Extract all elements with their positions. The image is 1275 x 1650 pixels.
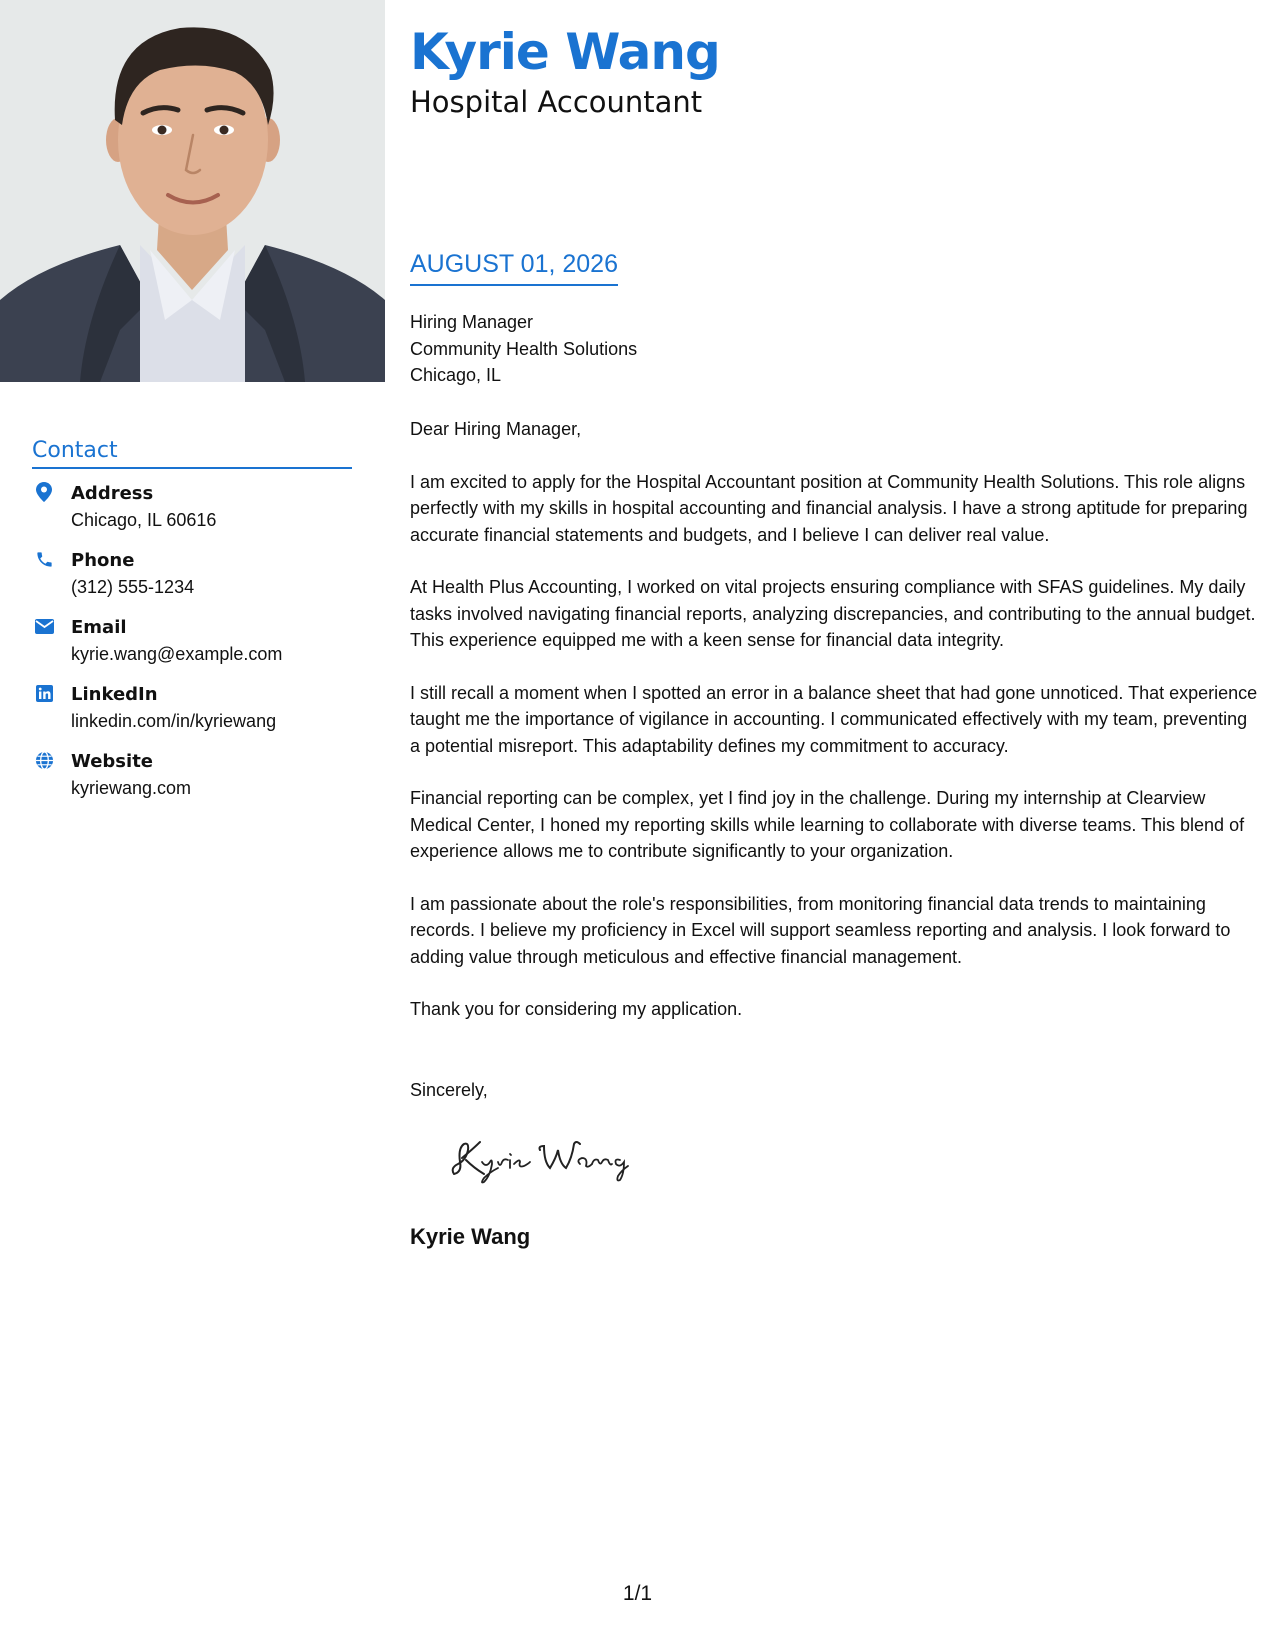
contact-value: kyrie.wang@example.com [71,644,283,664]
letter-paragraph: I still recall a moment when I spotted an error in a balance sheet that had gone unnoticed. That experience taught me the importance of vigilance in accounting. I communicated effectively with my team, preventing a potential misreport. This adaptability defines my commitment to accuracy. [410,682,1258,756]
recipient-line: Chicago, IL [410,365,502,385]
globe-icon [34,750,54,770]
envelope-icon [34,616,54,636]
salutation: Dear Hiring Manager, [410,419,582,439]
contact-value: kyriewang.com [71,778,192,798]
location-pin-icon [34,482,54,502]
profile-photo [0,0,385,382]
letter-paragraph: I am excited to apply for the Hospital Accountant position at Community Health Solutions. This role aligns perfectly with my skills in hospital accounting and financial analysis. I have a strong aptitude for preparing accurate financial statements and budgets, and I believe I can deliver real value. [410,471,1248,545]
contact-item-website [32,749,352,801]
recipient-line: Hiring Manager [410,312,534,332]
contact-value: Chicago, IL 60616 [71,510,217,530]
job-title: Hospital Accountant [410,85,703,119]
contact-label: Phone [71,550,135,571]
contact-label: Website [71,751,154,772]
closing: Sincerely, [410,1080,488,1100]
contact-label: LinkedIn [71,684,158,705]
recipient-block [410,309,637,389]
phone-icon [34,549,54,569]
letter-body [410,416,1260,1049]
letter-date: AUGUST 01, 2026 [410,248,618,286]
signer-name: Kyrie Wang [410,1224,531,1249]
contact-item-linkedin [32,682,352,734]
contact-item-phone [32,548,352,600]
letter-paragraph: At Health Plus Accounting, I worked on vital projects ensuring compliance with SFAS guidelines. My daily tasks involved navigating financial reports, analyzing discrepancies, and contributing to the annual budget. This experience equipped me with a keen sense for financial data integrity. [410,577,1256,650]
contact-value: (312) 555-1234 [71,577,195,597]
candidate-name: Kyrie Wang [410,23,720,81]
letter-paragraph: Financial reporting can be complex, yet I find joy in the challenge. During my internship at Clearview Medical Center, I honed my reporting skills while learning to collaborate with diverse teams. This blend of experience allows me to contribute significantly to your organization. [410,788,1245,861]
contact-value: linkedin.com/in/kyriewang [71,711,277,731]
thanks-line: Thank you for considering my application. [410,999,743,1019]
contact-item-email [32,615,352,667]
contact-heading: Contact [32,438,352,469]
letter-paragraph: I am passionate about the role's responsibilities, from monitoring financial data trends to maintaining records. I believe my proficiency in Excel will support seamless reporting and analysis. I look forward to adding value through meticulous and effective financial management. [410,893,1231,967]
contact-section [32,438,352,816]
signature-image [440,1128,650,1188]
page-number: 1/1 [622,1582,653,1605]
recipient-line: Community Health Solutions [410,338,638,359]
contact-label: Address [71,483,154,504]
linkedin-icon [34,683,54,703]
contact-item-address [32,481,352,533]
contact-label: Email [71,617,127,638]
